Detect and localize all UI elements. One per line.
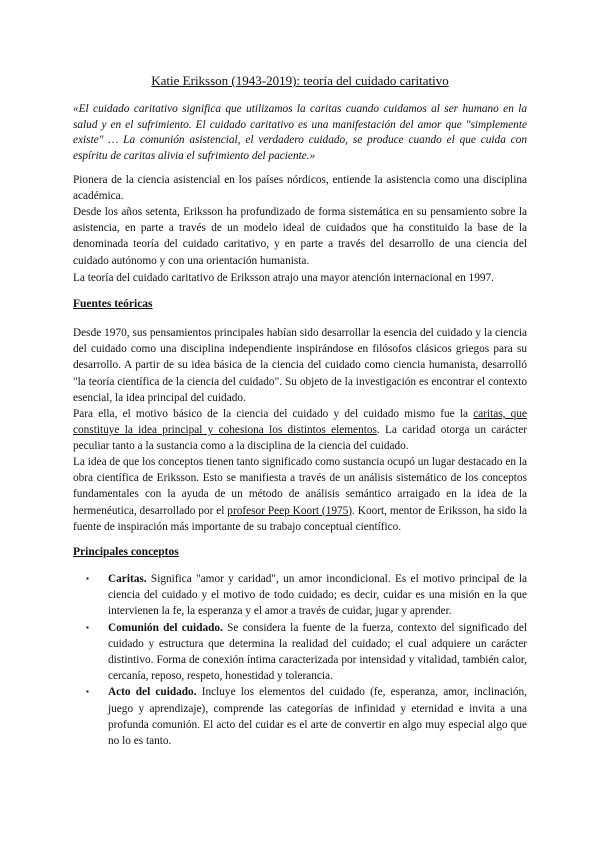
fuentes-p2-text-before: Para ella, el motivo básico de la ciencia del cuidado y del cuidado mismo fue la [73,408,474,420]
bullet-square-icon: ▪ [86,574,89,583]
list-item [84,620,527,685]
concept-term: Acto del cuidado. [108,686,197,699]
list-item [84,684,527,749]
concept-text: Se considera la fuente de la fuerza, contexto del significado del cuidado y estructura que determina la realidad del cuidado; el cual adquiere un carácter distintivo. Forma de conexión íntima caracterizada por intensidad y vitalidad, también calor, cercanía, reposo, respeto, honestidad y tolerancia. [108,621,528,683]
koort-link[interactable]: profesor Peep Koort (1975) [227,504,353,517]
concept-term: Comunión del cuidado. [108,621,223,634]
intro-paragraph-3: La teoría del cuidado caritativo de Eriksson atrajo una mayor atención internacional en 1997. [73,272,494,284]
concept-text: Incluye los elementos del cuidado (fe, esperanza, amor, inclinación, juego y aprendizaje), comprende las categorías de infinidad y eternidad e invita a una profunda comunión. El acto del cuidar es el arte de convertir en algo muy especial algo que no lo es tanto. [108,686,527,748]
fuentes-p2-text-after: . La caridad otorga un carácter peculiar tanto a la sustancia como a la disciplina de la ciencia del cuidado. [73,424,527,453]
fuentes-p3-text-before: La idea de que los conceptos tienen tanto significado como sustancia ocupó un lugar destacado en la obra científica de Eriksson. Esto se manifiesta a través de un análisis sistemático de los conceptos fundamentales con la ayuda de un método de análisis semántico arraigado en la idea de la hermenéutica, desarrollado por el [73,456,527,517]
concepts-list [84,571,527,749]
concept-text: Significa "amor y caridad", un amor incondicional. Es el motivo principal de la ciencia del cuidado y el motivo de todo cuidado; es decir, cuidar es una misión en la que intervienen la fe, la esperanza y el amor a través de cuidar, jugar y aprender. [108,573,527,618]
page-title: Katie Eriksson (1943-2019): teoría del cuidado caritativo [151,73,449,88]
fuentes-paragraph-2 [73,406,527,455]
intro-paragraph-1: Pionera de la ciencia asistencial en los países nórdicos, entiende la asistencia como una disciplina académica. [73,174,527,203]
caritas-link[interactable]: caritas, que constituye la idea principal y cohesiona los distintos elementos [73,408,527,437]
intro-paragraph-2: Desde los años setenta, Eriksson ha profundizado de forma sistemática en su pensamiento sobre la asistencia, en parte a través de un modelo ideal de cuidados que ha constituido la base de la denominada teoría del cuidado caritativo, y en parte a través del desarrollo de una ciencia del cuidado autónomo y con una orientación humanista. [73,206,527,267]
list-item [84,571,527,620]
fuentes-paragraph-1: Desde 1970, sus pensamientos principales habían sido desarrollar la esencia del cuidado y la ciencia del cuidado como una disciplina independiente inspirándose en filósofos clásicos griegos para su desarrollo. A partir de su idea básica de la ciencia del cuidado como ciencia humanista, desarrolló "la teoría científica de la ciencia del cuidado". Su objeto de la investigación es encontrar el contexto esencial, la idea principal del cuidado. [73,327,527,404]
bullet-square-icon: ▪ [86,622,89,632]
bullet-square-icon: ▪ [86,687,89,697]
section-heading-fuentes: Fuentes teóricas [73,298,153,310]
concept-term: Caritas. [108,573,147,585]
fuentes-paragraph-3 [73,454,527,535]
opening-quote: «El cuidado caritativo significa que utilizamos la caritas cuando cuidamos al ser humano en la salud y en el sufrimiento. El cuidado caritativo es una manifestación del amor que "simplemente existe" … La comunión asistencial, el verdadero cuidado, se produce cuando el que cuida con espíritu de caritas alivia el sufrimiento del paciente.» [73,103,527,162]
section-heading-conceptos: Principales conceptos [73,546,179,558]
fuentes-p3-text-after: . Koort, mentor de Eriksson, ha sido la fuente de inspiración más importante de su trabajo conceptual científico. [73,504,527,533]
